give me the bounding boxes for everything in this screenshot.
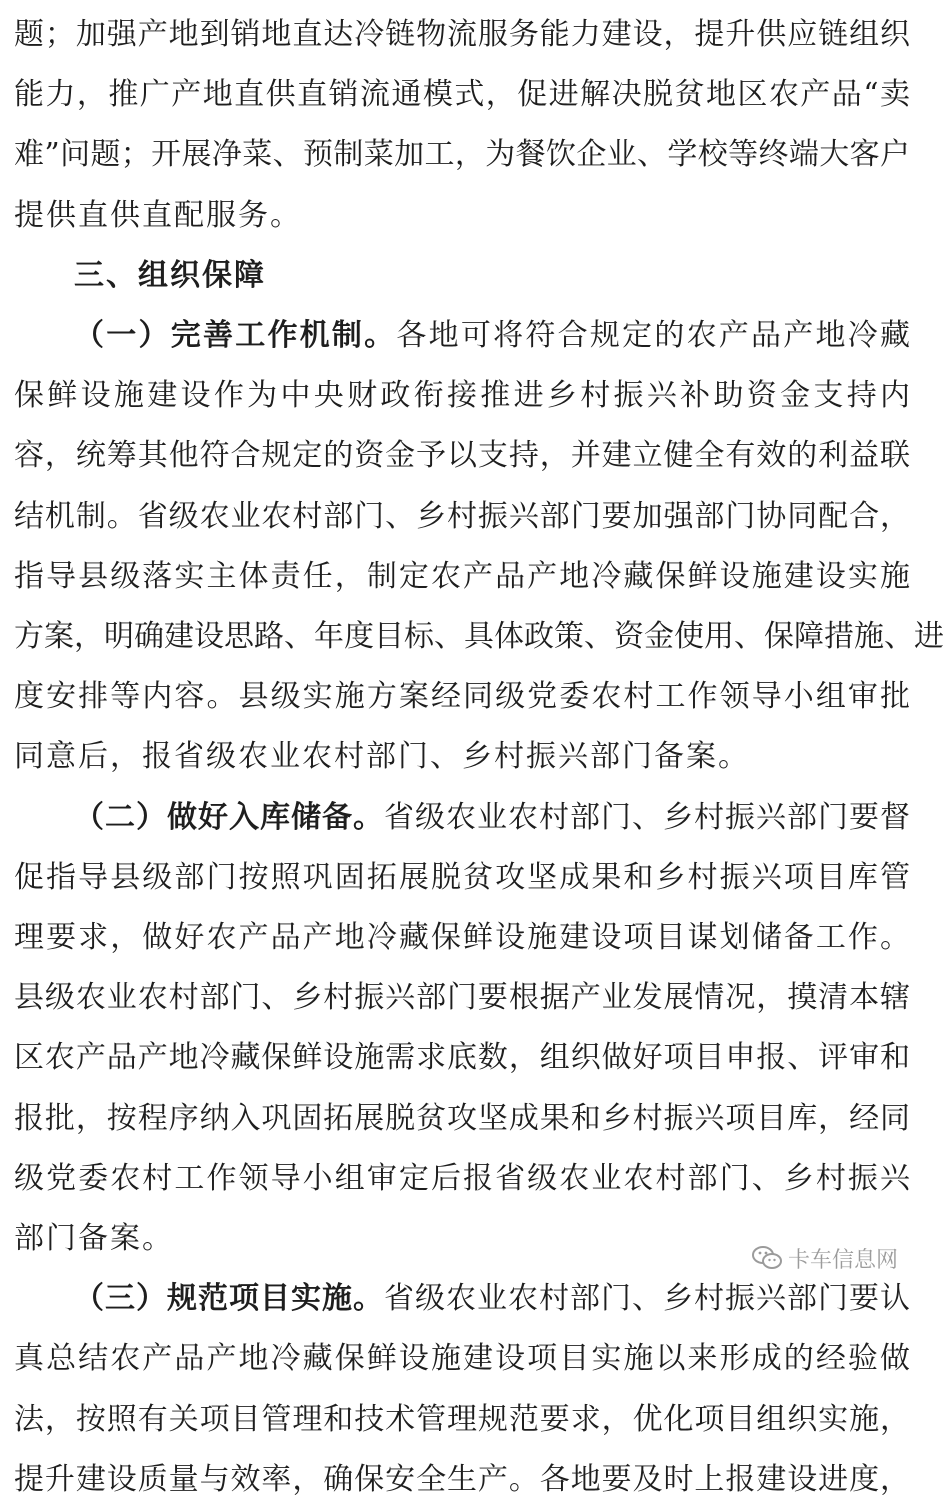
watermark	[752, 1238, 912, 1278]
paragraph-title: （二）做好入库储备。	[74, 800, 384, 835]
body-line: 方案，明确建设思路、年度目标、具体政策、资金使用、保障措施、进	[14, 619, 944, 654]
body-line: 结机制。省级农业农村部门、乡村振兴部门要加强部门协同配合，	[14, 499, 910, 534]
body-line: 促指导县级部门按照巩固拓展脱贫攻坚成果和乡村振兴项目库管	[14, 860, 910, 895]
body-line: 理要求，做好农产品产地冷藏保鲜设施建设项目谋划储备工作。	[14, 920, 910, 955]
paragraph-first-line	[74, 788, 910, 848]
paragraph-text: 各地可将符合规定的农产品产地冷藏	[396, 318, 911, 353]
body-line: 保鲜设施建设作为中央财政衔接推进乡村振兴补助资金支持内	[14, 378, 910, 413]
paragraph-text: 省级农业农村部门、乡村振兴部门要认	[384, 1281, 910, 1316]
body-line: 难”问题；开展净菜、预制菜加工，为餐饮企业、学校等终端大客户	[14, 137, 910, 172]
body-line: 法，按照有关项目管理和技术管理规范要求，优化项目组织实施，	[14, 1402, 910, 1437]
body-line: 题；加强产地到销地直达冷链物流服务能力建设，提升供应链组织	[14, 17, 910, 52]
body-line: 能力，推广产地直供直销流通模式，促进解决脱贫地区农产品“卖	[14, 77, 910, 112]
paragraph-first-line	[74, 1269, 910, 1329]
body-line: 同意后，报省级农业农村部门、乡村振兴部门备案。	[14, 739, 750, 774]
body-line: 部门备案。	[14, 1221, 174, 1256]
paragraph-first-line	[74, 306, 910, 366]
paragraph-text: 省级农业农村部门、乡村振兴部门要督	[384, 800, 910, 835]
body-line: 容，统筹其他符合规定的资金予以支持，并建立健全有效的利益联	[14, 438, 910, 473]
paragraph-title: （三）规范项目实施。	[74, 1281, 384, 1316]
body-line: 报批，按程序纳入巩固拓展脱贫攻坚成果和乡村振兴项目库，经同	[14, 1101, 910, 1136]
body-line: 级党委农村工作领导小组审定后报省级农业农村部门、乡村振兴	[14, 1161, 910, 1196]
section-heading: 三、组织保障	[74, 258, 266, 293]
body-line: 提供直供直配服务。	[14, 198, 302, 233]
body-line: 度安排等内容。县级实施方案经同级党委农村工作领导小组审批	[14, 679, 910, 714]
wechat-icon	[752, 1245, 782, 1271]
body-line: 指导县级落实主体责任，制定农产品产地冷藏保鲜设施建设实施	[14, 559, 910, 594]
body-line: 真总结农产品产地冷藏保鲜设施建设项目实施以来形成的经验做	[14, 1341, 910, 1376]
body-line: 县级农业农村部门、乡村振兴部门要根据产业发展情况，摸清本辖	[14, 980, 910, 1015]
body-line: 区农产品产地冷藏保鲜设施需求底数，组织做好项目申报、评审和	[14, 1040, 910, 1075]
paragraph-title: （一）完善工作机制。	[74, 318, 397, 353]
body-line: 提升建设质量与效率，确保安全生产。各地要及时上报建设进度，	[14, 1462, 910, 1497]
watermark-text: 卡车信息网	[788, 1247, 899, 1273]
